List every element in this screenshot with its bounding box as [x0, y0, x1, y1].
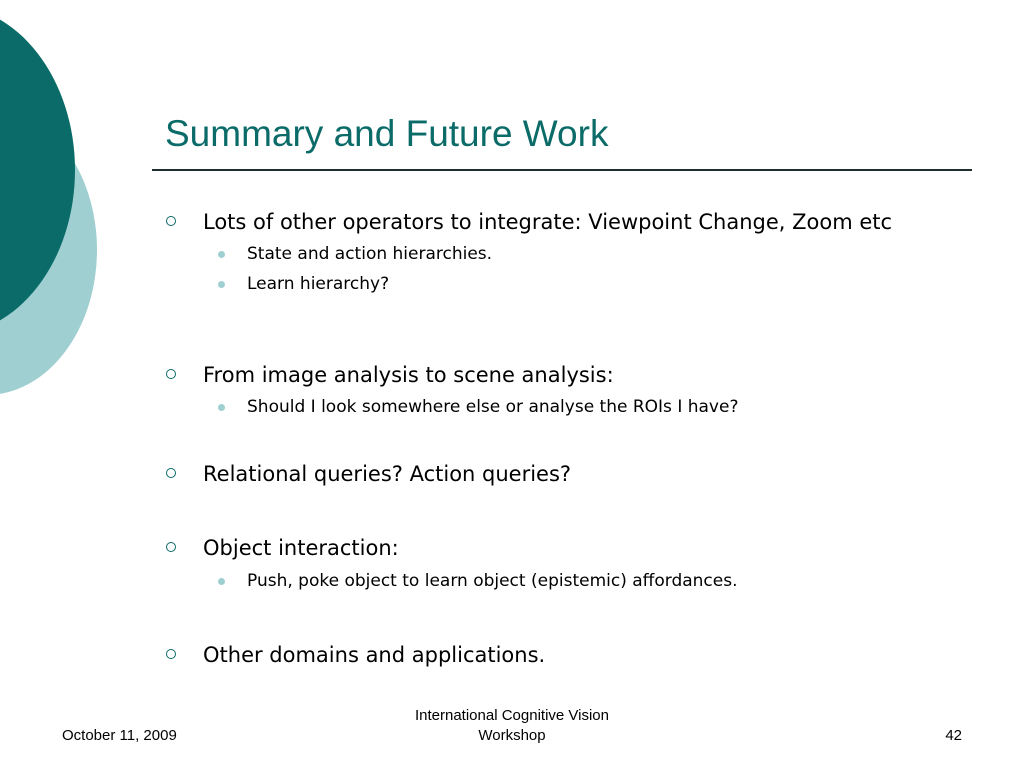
dot-bullet-icon	[218, 251, 225, 258]
dot-bullet-icon	[218, 578, 225, 585]
sub-bullet-text: Should I look somewhere else or analyse the ROIs I have?	[247, 397, 739, 417]
sub-bullet-text: State and action hierarchies.	[247, 244, 493, 264]
bullet-item-scene-analysis	[165, 361, 965, 422]
dot-bullet-icon	[218, 404, 225, 411]
bullet-text: Object interaction:	[203, 536, 399, 560]
hollow-circle-bullet-icon	[166, 468, 176, 478]
footer-event-line-2: Workshop	[478, 727, 546, 744]
decorative-circles	[0, 0, 140, 420]
bullet-item-other-domains	[165, 641, 965, 669]
bullet-text: Relational queries? Action queries?	[203, 462, 572, 486]
footer-event	[372, 706, 652, 746]
sub-bullet-item	[165, 566, 965, 596]
bullet-item-queries	[165, 460, 965, 488]
sub-bullet-item	[165, 392, 965, 422]
title-underline	[152, 169, 972, 171]
slide-title: Summary and Future Work	[165, 113, 609, 154]
sub-bullet-item	[165, 269, 965, 299]
hollow-circle-bullet-icon	[166, 542, 176, 552]
bullet-item-operators	[165, 208, 965, 299]
sub-bullet-item	[165, 239, 965, 269]
sub-bullet-text: Push, poke object to learn object (epistemic) affordances.	[247, 571, 738, 591]
footer-event-line-1: International Cognitive Vision	[414, 707, 609, 724]
slide-number: 42	[945, 727, 962, 744]
bullet-item-object-interaction	[165, 534, 965, 596]
hollow-circle-bullet-icon	[166, 369, 176, 379]
dot-bullet-icon	[218, 281, 225, 288]
hollow-circle-bullet-icon	[166, 649, 176, 659]
footer-date: October 11, 2009	[62, 727, 177, 744]
bullet-text: Lots of other operators to integrate: Viewpoint Change, Zoom etc	[203, 210, 893, 234]
hollow-circle-bullet-icon	[166, 216, 176, 226]
sub-bullet-text: Learn hierarchy?	[247, 274, 390, 294]
bullet-text: From image analysis to scene analysis:	[203, 363, 614, 387]
bullet-text: Other domains and applications.	[203, 643, 546, 667]
